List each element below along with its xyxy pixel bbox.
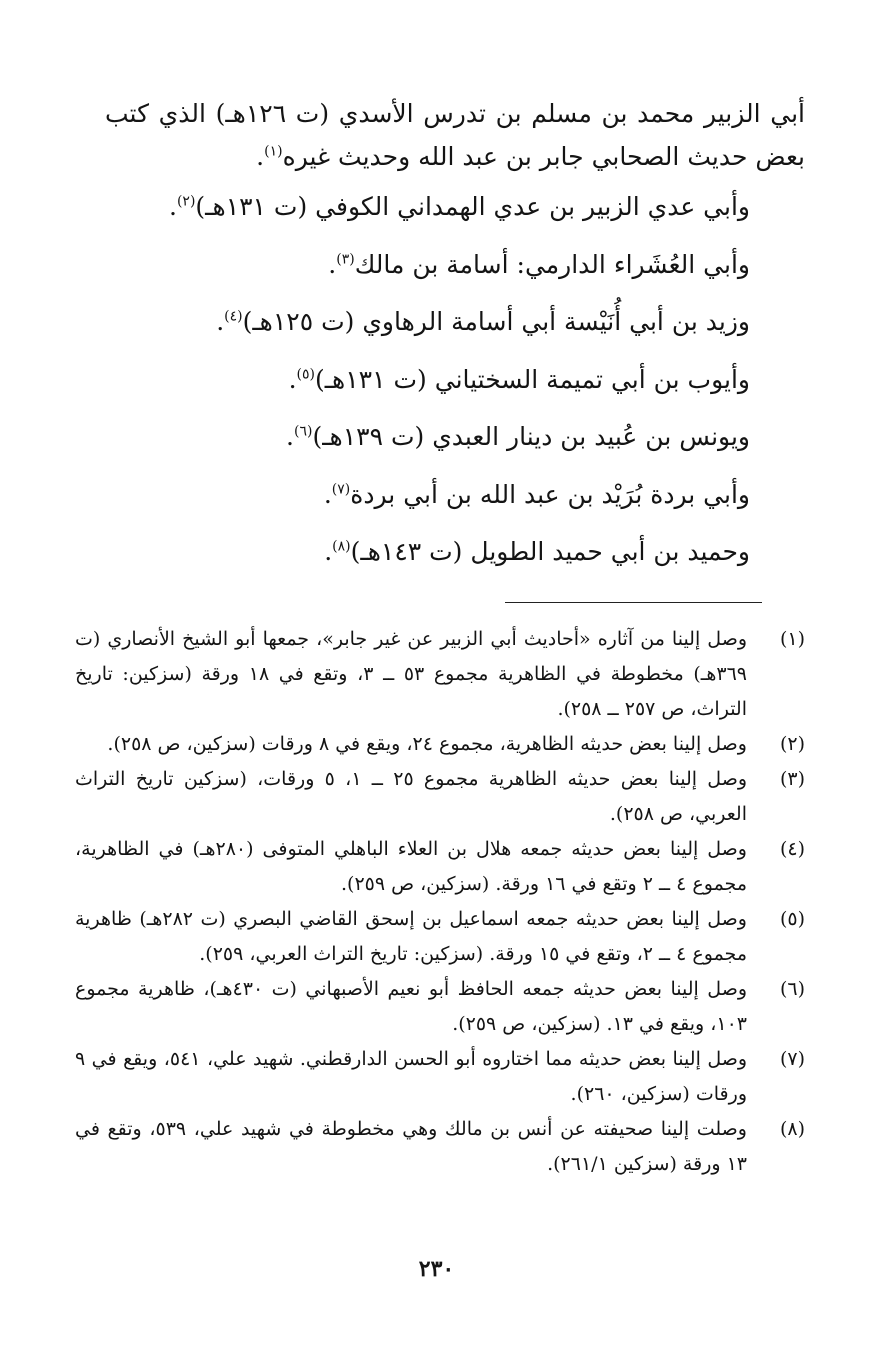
footnote-number: (٥) xyxy=(779,908,805,930)
footnote-ref[interactable]: (٥) xyxy=(296,366,315,383)
footnote-ref[interactable]: (٨) xyxy=(332,538,351,555)
footnote-number: (٨) xyxy=(779,1118,805,1140)
list-item-end: . xyxy=(169,192,177,221)
main-text xyxy=(105,92,805,581)
footnote-text: وصل إلينا بعض حديثه الظاهرية، مجموع ٢٤، ويقع في ٨ ورقات (سزكين، ص ٢٥٨). xyxy=(107,733,747,755)
footnote-separator xyxy=(505,602,762,603)
paragraph-intro: أبي الزبير محمد بن مسلم بن تدرس الأسدي (ت ١٢٦هـ) الذي كتب بعض حديث الصحابي جابر بن عبد الله وحديث غيره$^{(١)}$. xyxy=(105,99,806,171)
list-item xyxy=(105,293,750,351)
list-item xyxy=(105,523,750,581)
footnote-text: وصل إلينا بعض حديثه مما اختاروه أبو الحسن الدارقطني. شهيد علي، ٥٤١، ويقع في ٩ ورقات (سزكين، ٢٦٠). xyxy=(75,1048,748,1105)
list-item xyxy=(105,178,750,236)
list-item-text: وزيد بن أبي أُنَيْسة أبي أسامة الرهاوي (ت ١٢٥هـ) xyxy=(242,307,750,336)
footnotes xyxy=(75,622,805,1182)
footnote xyxy=(75,762,805,832)
footnote-number: (٧) xyxy=(779,1048,805,1070)
list-item-end: . xyxy=(286,422,294,451)
footnote xyxy=(75,832,805,902)
list-item-text: وأيوب بن أبي تميمة السختياني (ت ١٣١هـ) xyxy=(314,364,750,394)
list-item-text: وأبي عدي الزبير بن عدي الهمداني الكوفي (ت ١٣١هـ) xyxy=(195,192,750,221)
footnote-text: وصل إلينا بعض حديثه جمعه هلال بن العلاء الباهلي المتوفى (٢٨٠هـ) في الظاهرية، مجموع ٤ ــ ٢ وتقع في ١٦ ورقة. (سزكين، ص ٢٥٩). xyxy=(75,838,747,895)
footnote xyxy=(75,1042,805,1112)
footnote-text: وصل إلينا بعض حديثه جمعه اسماعيل بن إسحق القاضي البصري (ت ٢٨٢هـ) ظاهرية مجموع ٤ ــ ٢، وتقع في ١٥ ورقة. (سزكين: تاريخ التراث العربي، ٢٥٩). xyxy=(75,908,747,965)
list-item-end: . xyxy=(328,249,337,279)
footnote-ref[interactable]: (٦) xyxy=(293,423,313,440)
list-item xyxy=(105,408,750,466)
footnote xyxy=(75,622,805,727)
list-item xyxy=(105,351,750,409)
list-item-end: . xyxy=(324,537,333,566)
footnote-ref[interactable]: (١) xyxy=(264,143,283,160)
footnote-number: (١) xyxy=(779,628,805,650)
list-item-end: . xyxy=(216,307,225,336)
footnote-text: وصل إلينا بعض حديثه جمعه الحافظ أبو نعيم الأصبهاني (ت ٤٣٠هـ)، ظاهرية مجموع ١٠٣، ويقع في ١٣. (سزكين، ص ٢٥٩). xyxy=(75,978,748,1035)
list-item-text: وأبي العُشَراء الدارمي: أسامة بن مالك xyxy=(354,249,750,279)
footnote xyxy=(75,972,805,1042)
footnote xyxy=(75,727,805,762)
footnote xyxy=(75,1112,805,1182)
list-item-text: وأبي بردة بُرَيْد بن عبد الله بن أبي بردة xyxy=(350,479,750,509)
list-item-end: . xyxy=(323,479,332,509)
list-item-text: ويونس بن عُبيد بن دينار العبدي (ت ١٣٩هـ) xyxy=(312,422,750,451)
list-item-end: . xyxy=(288,364,297,394)
footnote-number: (٢) xyxy=(779,733,805,755)
footnote-ref[interactable]: (٤) xyxy=(224,308,243,325)
footnote-number: (٣) xyxy=(779,768,805,790)
footnote-ref[interactable]: (٢) xyxy=(176,193,196,210)
footnote-number: (٤) xyxy=(779,838,805,860)
footnote-ref[interactable]: (٣) xyxy=(336,251,355,268)
footnote-text: وصل إلينا من آثاره «أحاديث أبي الزبير عن غير جابر»، جمعها أبو الشيخ الأنصاري (ت ٣٦٩هـ) مخطوطة في الظاهرية مجموع ٥٣ ــ ٣، وتقع في ١٨ ورقة (سزكين: تاريخ التراث، ص ٢٥٧ ــ ٢٥٨). xyxy=(75,628,747,720)
list-item xyxy=(105,236,750,294)
list-item xyxy=(105,466,750,524)
footnote-ref[interactable]: (٧) xyxy=(331,481,351,498)
footnote-number: (٦) xyxy=(779,978,805,1000)
list-item-text: وحميد بن أبي حميد الطويل (ت ١٤٣هـ) xyxy=(350,537,750,566)
paragraph-text: أبي الزبير محمد بن مسلم بن تدرس الأسدي (ت ١٢٦هـ) الذي كتب بعض حديث الصحابي جابر بن عبد الله وحديث غيره xyxy=(105,99,806,171)
footnote-text: وصل إلينا بعض حديثه الظاهرية مجموع ٢٥ ــ ١، ٥ ورقات، (سزكين تاريخ التراث العربي، ص ٢٥٨). xyxy=(75,768,748,825)
footnote-text: وصلت إلينا صحيفته عن أنس بن مالك وهي مخطوطة في شهيد علي، ٥٣٩، وتقع في ١٣ ورقة (سزكين ٢٦١/١). xyxy=(75,1118,747,1175)
footnote xyxy=(75,902,805,972)
page-number: ٢٣٠ xyxy=(418,1256,455,1282)
